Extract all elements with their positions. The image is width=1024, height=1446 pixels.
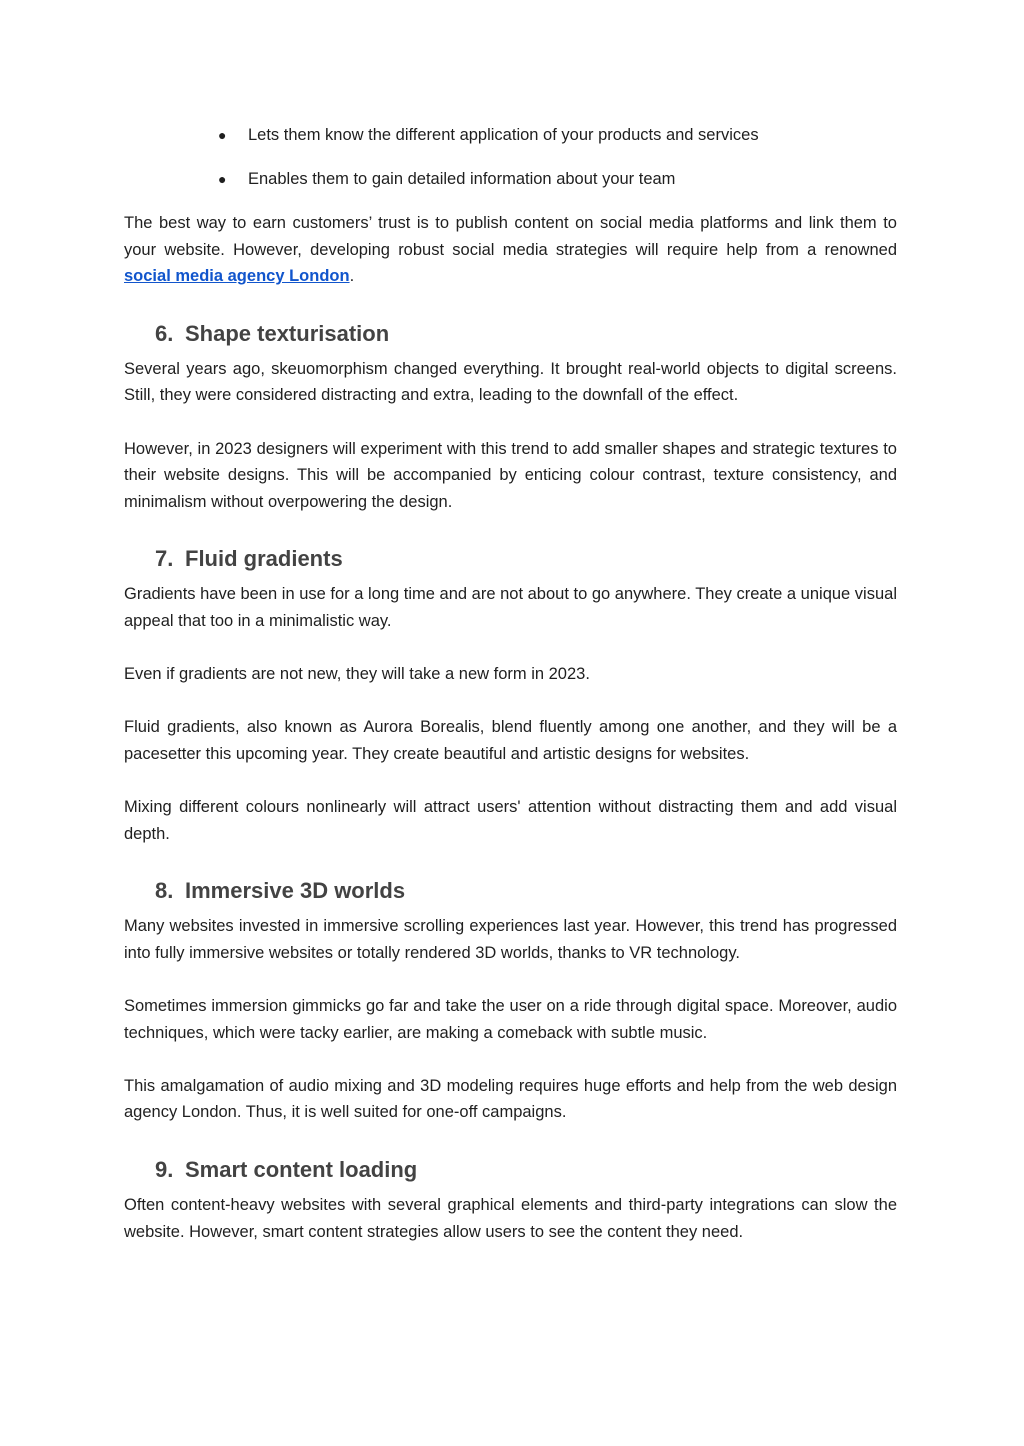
section-paragraph: Mixing different colours nonlinearly will attract users' attention without distracting them and add visual depth.	[124, 798, 897, 843]
bullet-item	[124, 122, 897, 149]
section-title: Smart content loading	[185, 1157, 418, 1183]
section-paragraph: Sometimes immersion gimmicks go far and take the user on a ride through digital space. Moreover, audio techniques, which were tacky earlier, are making a comeback with subtle music.	[124, 997, 897, 1042]
section-paragraph: This amalgamation of audio mixing and 3D modeling requires huge efforts and help from the web design agency London. Thus, it is well suited for one-off campaigns.	[124, 1076, 897, 1122]
bullet-text: Lets them know the different application of your products and services	[248, 126, 759, 144]
bullet-text: Enables them to gain detailed information about your team	[248, 170, 676, 188]
section-number: 6.	[155, 320, 174, 346]
section-number: 7.	[155, 546, 174, 572]
section-heading-shape-texturisation	[124, 320, 897, 348]
bullet-list	[124, 122, 897, 193]
section-paragraph: Fluid gradients, also known as Aurora Borealis, blend fluently among one another, and they will be a pacesetter this upcoming year. They create beautiful and artistic designs for websites.	[124, 718, 897, 763]
section-paragraph: Many websites invested in immersive scrolling experiences last year. However, this trend has progressed into fully immersive websites or totally rendered 3D worlds, thanks to VR technology.	[124, 917, 897, 962]
bullet-icon: ●	[218, 171, 227, 187]
section-paragraph: Gradients have been in use for a long time and are not about to go anywhere. They create a unique visual appeal that too in a minimalistic way.	[124, 585, 897, 630]
social-media-agency-link[interactable]: social media agency London	[124, 267, 350, 286]
bullet-item	[124, 166, 897, 193]
bullet-icon: ●	[218, 127, 227, 143]
section-paragraph: Even if gradients are not new, they will take a new form in 2023.	[124, 665, 590, 684]
section-paragraph: Several years ago, skeuomorphism changed everything. It brought real-world objects to digital screens. Still, they were considered distracting and extra, leading to the downfall of the effect.	[124, 359, 897, 405]
intro-text-end: .	[349, 267, 355, 286]
section-heading-smart-content-loading	[124, 1156, 897, 1184]
section-number: 9.	[155, 1157, 174, 1183]
section-paragraph: However, in 2023 designers will experiment with this trend to add smaller shapes and strategic textures to their website designs. This will be accompanied by enticing colour contrast, texture consistency, and minimalism without overpowering the design.	[124, 439, 897, 511]
section-title: Fluid gradients	[185, 546, 343, 572]
document-page	[124, 122, 897, 1245]
section-title: Immersive 3D worlds	[185, 878, 406, 904]
section-number: 8.	[155, 878, 174, 904]
intro-paragraph	[124, 210, 897, 290]
section-heading-fluid-gradients	[124, 545, 897, 573]
section-paragraph: Often content-heavy websites with several graphical elements and third-party integrations can slow the website. However, smart content strategies allow users to see the content they need.	[124, 1196, 897, 1241]
section-title: Shape texturisation	[185, 320, 390, 346]
section-heading-immersive-3d-worlds	[124, 877, 897, 905]
intro-text: The best way to earn customers’ trust is to publish content on social media platforms and link them to your website. However, developing robust social media strategies will require help from a renowned	[124, 214, 897, 259]
